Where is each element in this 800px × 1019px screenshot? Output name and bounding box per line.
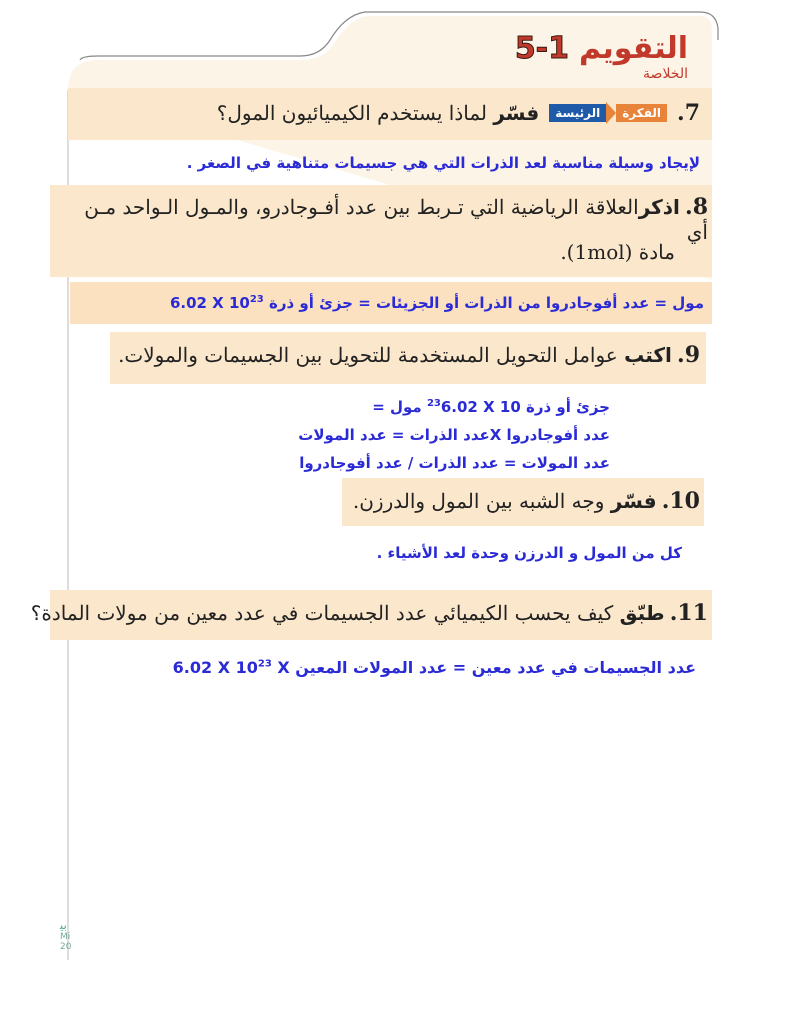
answer-9-line1: جزئ أو ذرة $^{23}$6.02 X 10 مول =: [372, 398, 610, 416]
question-10: [353, 488, 700, 514]
section-number: 5-1: [514, 30, 570, 66]
question-number: 8.: [685, 194, 708, 220]
answer-9-line3: عدد المولات = عدد الذرات / عدد أفوجادروا: [299, 454, 610, 472]
footer-logo-fragment: ﺑﻴ Mi 20: [60, 918, 72, 952]
answer-11: عدد الجسيمات في عدد معين = عدد المولات المعين X 6.02 X $10^{23}$: [172, 658, 696, 677]
question-verb: اذكر: [638, 195, 680, 219]
question-text: عوامل التحويل المستخدمة للتحويل بين الجسيمات والمولات.: [118, 343, 618, 367]
chevron-icon: [606, 102, 616, 124]
answer-9-line2: عدد أفوجادروا Xعدد الذرات = عدد المولات: [298, 426, 610, 444]
question-verb: اكتب: [624, 343, 672, 367]
question-7: [217, 100, 700, 126]
answer-7: لإيجاد وسيلة مناسبة لعد الذرات التي هي جسيمات متناهية في الصغر .: [186, 154, 700, 172]
question-verb: طبّق: [619, 601, 665, 625]
question-number: 10.: [661, 488, 700, 514]
question-verb: فسّر: [493, 101, 540, 125]
question-text: وجه الشبه بين المول والدرزن.: [352, 489, 605, 513]
question-number: 7.: [677, 100, 700, 126]
answer-10: كل من المول و الدرزن وحدة لعد الأشياء .: [376, 544, 682, 562]
question-verb: فسّر: [610, 489, 657, 513]
question-number: 9.: [677, 342, 700, 368]
answer-8: مول = عدد أفوجادروا من الذرات أو الجزيئات = جزئ أو ذرة 6.02 X $10^{23}$: [169, 294, 704, 312]
main-idea-tag: الفكرة الرئيسة: [549, 102, 667, 124]
question-8-line2: مادة (1mol).: [560, 240, 675, 264]
question-text: كيف يحسب الكيميائي عدد الجسيمات في عدد معين من مولات المادة؟: [30, 601, 614, 625]
question-8: [58, 194, 708, 244]
section-heading: التقويم: [579, 30, 688, 66]
question-number: 11.: [669, 600, 708, 626]
section-subtitle: الخلاصة: [643, 66, 688, 82]
question-9: [118, 342, 700, 368]
section-title: [515, 28, 688, 68]
question-text: لماذا يستخدم الكيميائيون المول؟: [216, 101, 487, 125]
question-text: العلاقة الرياضية التي تـربط بين عدد أفـوجادرو، والمـول الـواحد مـن أي: [84, 195, 708, 244]
question-11: [31, 600, 708, 626]
